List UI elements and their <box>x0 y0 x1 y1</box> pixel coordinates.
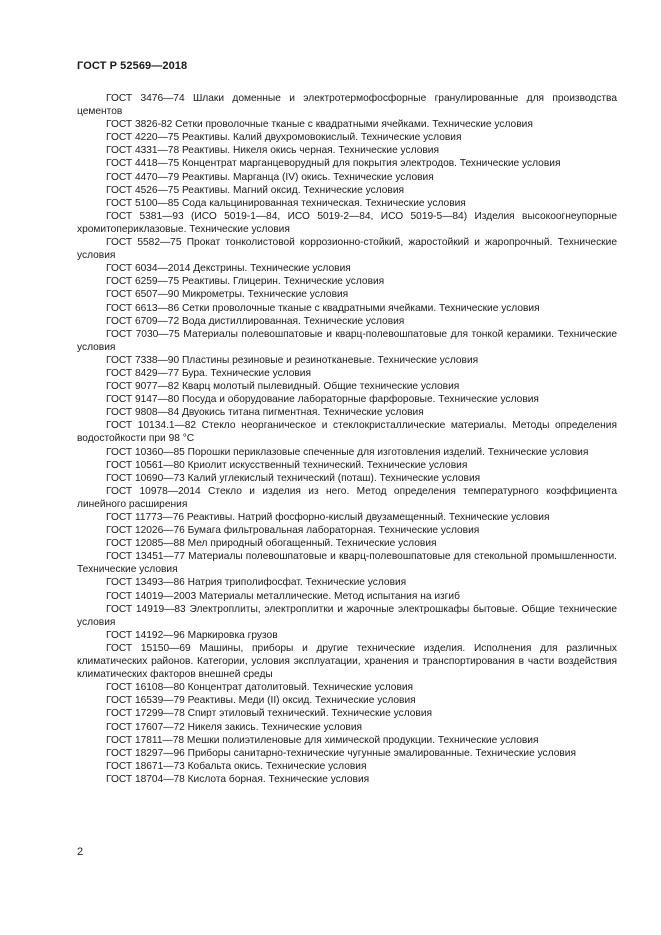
reference-item: ГОСТ 8429—77 Бура. Технические условия <box>106 367 312 379</box>
reference-item: ГОСТ 4470—79 Реактивы. Марганца (IV) окись. Технические условия <box>106 171 434 183</box>
reference-item: ГОСТ 17607—72 Никеля закись. Технические условия <box>106 721 363 733</box>
reference-item: ГОСТ 14019—2003 Материалы металлические. Метод испытания на изгиб <box>106 590 460 602</box>
reference-item: ГОСТ 18671—73 Кобальта окись. Технические условия <box>106 760 367 772</box>
reference-item: ГОСТ 15150—69 Машины, приборы и другие технические изделия. Исполнения для различных климатических районов. Категории, условия эксплуатации, хранения и транспортирования в части воздействия климатических факторов внешней среды <box>77 642 617 681</box>
reference-item: ГОСТ 6507—90 Микрометры. Технические условия <box>106 289 349 301</box>
document-header: ГОСТ Р 52569—2018 <box>77 60 188 72</box>
reference-item: ГОСТ 13451—77 Материалы полевошпатовые и кварц-полевошпатовые для стекольной промышленности. Технические условия <box>77 551 617 576</box>
reference-item: ГОСТ 5582—75 Прокат тонколистовой коррозионно-стойкий, жаростойкий и жаропрочный. Технические условия <box>77 237 617 262</box>
reference-item: ГОСТ 9147—80 Посуда и оборудование лабораторные фарфоровые. Технические условия <box>106 394 539 406</box>
reference-item: ГОСТ 4220—75 Реактивы. Калий двухромовокислый. Технические условия <box>106 132 462 144</box>
reference-item: ГОСТ 14919—83 Электроплиты, электроплитки и жарочные электрошкафы бытовые. Общие технические условия <box>77 603 617 628</box>
reference-item: ГОСТ 7030—75 Материалы полевошпатовые и кварц-полевошпатовые для тонкой керамики. Технические условия <box>77 328 617 353</box>
reference-item: ГОСТ 5381—93 (ИСО 5019-1—84, ИСО 5019-2—84, ИСО 5019-5—84) Изделия высокоогнеупорные хромитопериклазовые. Технические условия <box>77 210 617 235</box>
reference-item: ГОСТ 5100—85 Сода кальцинированная техническая. Технические условия <box>106 197 466 209</box>
reference-item: ГОСТ 11773—76 Реактивы. Натрий фосфорно-кислый двузамещенный. Технические условия <box>106 512 550 523</box>
reference-item: ГОСТ 10561—80 Криолит искусственный технический. Технические условия <box>106 459 468 471</box>
reference-item: ГОСТ 3476—74 Шлаки доменные и электротермофосфорные гранулированные для производства цементов <box>77 93 617 118</box>
reference-item: ГОСТ 4418—75 Концентрат марганцеворудный для покрытия электродов. Технические условия <box>106 158 561 170</box>
reference-item: ГОСТ 17811—78 Мешки полиэтиленовые для химической продукции. Технические условия <box>106 734 539 746</box>
reference-item: ГОСТ 6259—75 Реактивы. Глицерин. Технические условия <box>106 276 385 288</box>
reference-item: ГОСТ 18704—78 Кислота борная. Технические условия <box>106 773 370 785</box>
reference-item: ГОСТ 9077—82 Кварц молотый пылевидный. Общие технические условия <box>106 381 460 393</box>
reference-item: ГОСТ 4526—75 Реактивы. Магний оксид. Технические условия <box>106 184 405 196</box>
reference-item: ГОСТ 12026—76 Бумага фильтровальная лабораторная. Технические условия <box>106 525 480 537</box>
reference-item: ГОСТ 4331—78 Реактивы. Никеля окись черная. Технические условия <box>106 145 439 157</box>
reference-item: ГОСТ 17299—78 Спирт этиловый технический. Технические условия <box>106 708 433 720</box>
reference-item: ГОСТ 13493—86 Натрия триполифосфат. Технические условия <box>106 577 407 589</box>
reference-item: ГОСТ 10978—2014 Стекло и изделия из него. Метод определения температурного коэффициента линейного расширения <box>77 485 617 510</box>
reference-item: ГОСТ 6709—72 Вода дистиллированная. Технические условия <box>106 315 405 327</box>
reference-item: ГОСТ 16539—79 Реактивы. Меди (II) оксид. Технические условия <box>106 695 416 707</box>
references-list <box>77 92 617 786</box>
reference-item: ГОСТ 6613—86 Сетки проволочные тканые с квадратными ячейками. Технические условия <box>106 302 540 314</box>
reference-item: ГОСТ 7338—90 Пластины резиновые и резинотканевые. Технические условия <box>106 354 479 366</box>
reference-item: ГОСТ 12085—88 Мел природный обогащенный. Технические условия <box>106 538 437 550</box>
reference-item: ГОСТ 14192—96 Маркировка грузов <box>106 629 278 641</box>
reference-item: ГОСТ 6034—2014 Декстрины. Технические условия <box>106 263 351 275</box>
page-number: 2 <box>77 846 84 858</box>
reference-item: ГОСТ 10360—85 Порошки периклазовые спеченные для изготовления изделий. Технические условия <box>106 446 589 458</box>
reference-item: ГОСТ 18297—96 Приборы санитарно-технические чугунные эмалированные. Технические условия <box>106 747 576 759</box>
reference-item: ГОСТ 9808—84 Двуокись титана пигментная. Технические условия <box>106 407 424 419</box>
reference-item: ГОСТ 10134.1—82 Стекло неорганическое и стеклокристаллические материалы. Методы определения водостойкости при 98 °С <box>77 420 617 445</box>
reference-item: ГОСТ 3826-82 Сетки проволочные тканые с квадратными ячейками. Технические условия <box>106 119 533 131</box>
reference-item: ГОСТ 10690—73 Калий углекислый технический (поташ). Технические условия <box>106 472 481 484</box>
reference-item: ГОСТ 16108—80 Концентрат датолитовый. Технические условия <box>106 682 414 694</box>
